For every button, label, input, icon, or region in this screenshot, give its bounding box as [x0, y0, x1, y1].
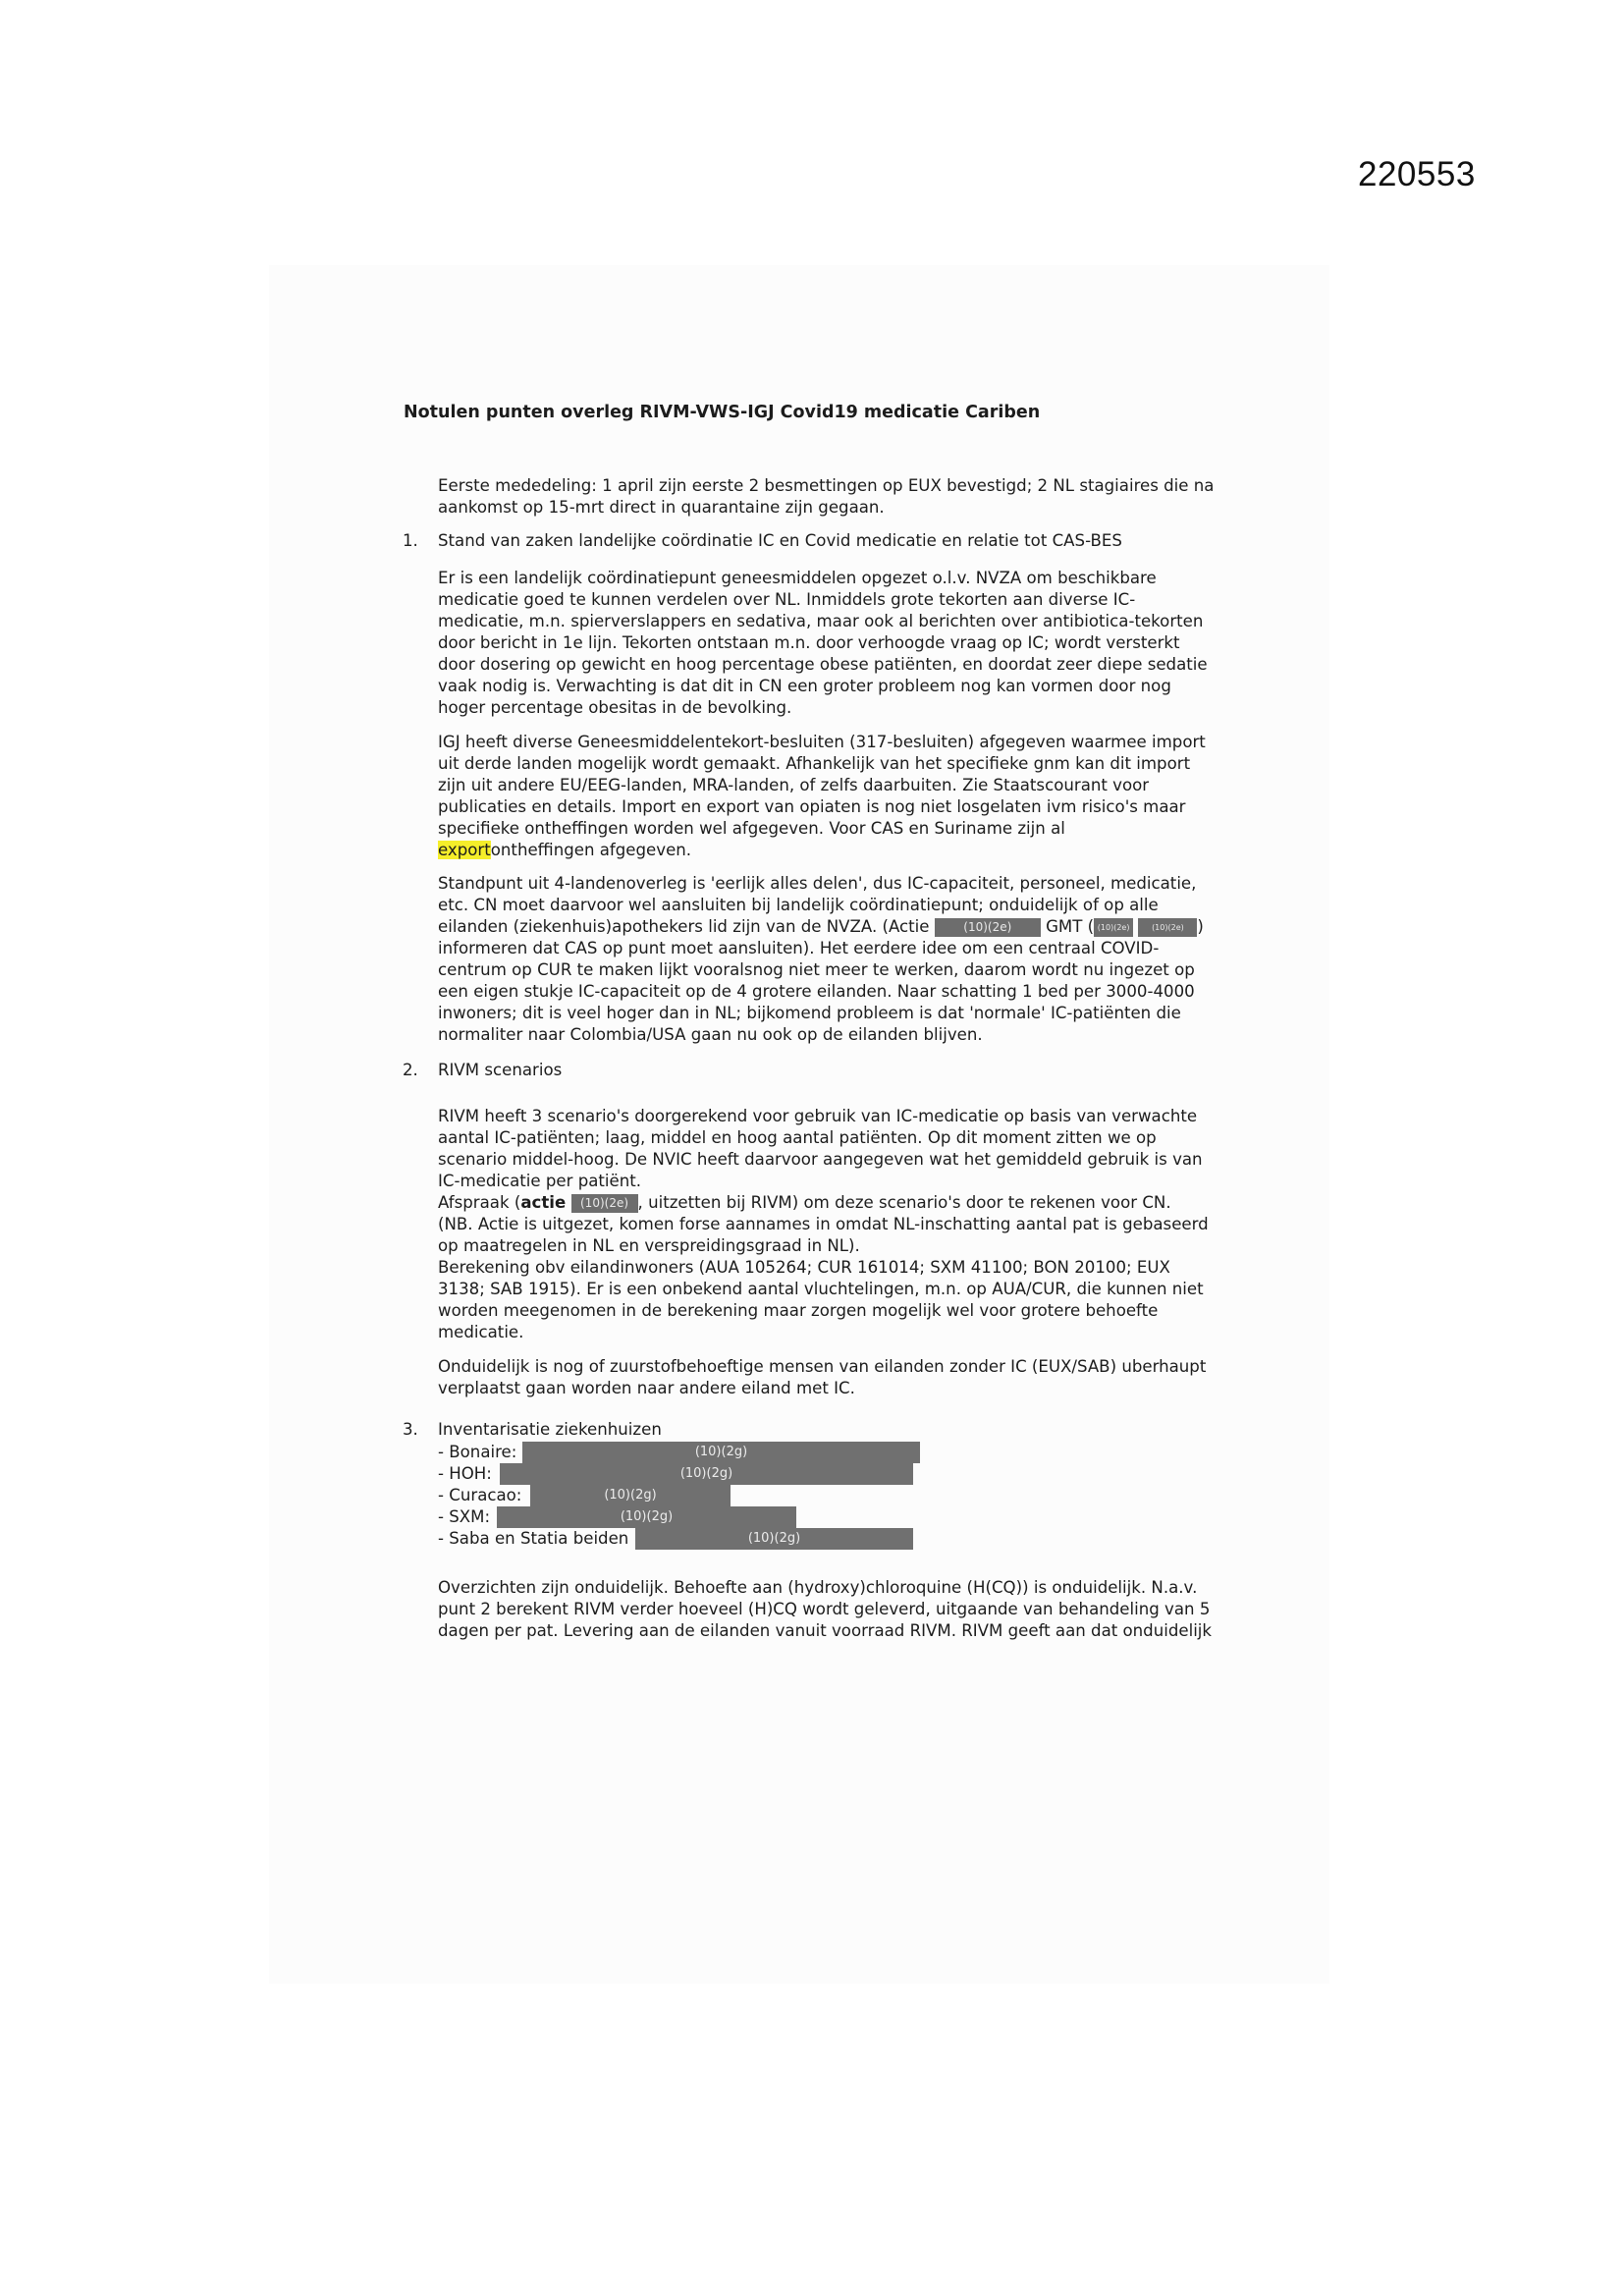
redaction-box: (10)(2g) [635, 1528, 913, 1550]
text-line: Overzichten zijn onduidelijk. Behoefte aan (hydroxy)chloroquine (H(CQ)) is onduidelijk. N.a.v. [438, 1578, 1198, 1597]
text-line: RIVM heeft 3 scenario's doorgerekend voor gebruik van IC-medicatie op basis van verwachte [438, 1107, 1198, 1125]
text-line [438, 1192, 1233, 1214]
redaction-box: (10)(2e) [1138, 918, 1197, 937]
text-line: zijn uit andere EU/EEG-landen, MRA-landen, of zelfs daarbuiten. Zie Staatscourant voor [438, 776, 1150, 794]
redaction-box: (10)(2g) [497, 1506, 796, 1528]
item1-paragraph-3 [438, 873, 1233, 1046]
text-line: specifieke ontheffingen worden wel afgegeven. Voor CAS en Suriname zijn al [438, 819, 1065, 838]
item-number: 3. [403, 1420, 418, 1439]
text-segment: , uitzetten bij RIVM) om deze scenario's door te rekenen voor CN. [637, 1193, 1171, 1212]
text-line: worden meegenomen in de berekening maar zorgen mogelijk wel voor grotere behoefte [438, 1301, 1159, 1320]
item1-paragraph-2 [438, 732, 1233, 861]
intro-paragraph [438, 475, 1233, 519]
text-line: publicaties en details. Import en export van opiaten is nog niet losgelaten ivm risico's maar [438, 797, 1186, 816]
text-line: door dosering op gewicht en hoog percentage obese patiënten, en doordat zeer diepe sedatie [438, 655, 1208, 674]
redaction-box: (10)(2g) [522, 1442, 920, 1463]
text-line: (NB. Actie is uitgezet, komen forse aannames in omdat NL-inschatting aantal pat is gebaseerd [438, 1215, 1209, 1233]
list-item: - SXM: [438, 1507, 491, 1526]
text-line: Onduidelijk is nog of zuurstofbehoeftige mensen van eilanden zonder IC (EUX/SAB) uberhaupt [438, 1357, 1207, 1376]
item3-paragraph-1 [438, 1577, 1233, 1642]
text-line: aankomst op 15-mrt direct in quarantaine zijn gegaan. [438, 498, 885, 517]
text-line: aantal IC-patiënten; laag, middel en hoog aantal patiënten. Op dit moment zitten we op [438, 1128, 1157, 1147]
item-number: 1. [403, 531, 418, 550]
text-line: 3138; SAB 1915). Er is een onbekend aantal vluchtelingen, m.n. op AUA/CUR, die kunnen niet [438, 1280, 1204, 1298]
list-item: - Saba en Statia beiden [438, 1529, 629, 1548]
redaction-box: (10)(2e) [571, 1194, 638, 1213]
highlighted-text: export [438, 841, 491, 859]
list-item: - Bonaire: [438, 1443, 517, 1461]
text-line: verplaatst gaan worden naar andere eiland met IC. [438, 1379, 855, 1397]
text-segment: ) [1197, 917, 1204, 936]
text-line: IGJ heeft diverse Geneesmiddelentekort-besluiten (317-besluiten) afgegeven waarmee import [438, 733, 1206, 751]
text-line [438, 840, 1233, 861]
item-heading: Stand van zaken landelijke coördinatie IC en Covid medicatie en relatie tot CAS-BES [438, 531, 1122, 550]
text-line: inwoners; dit is veel hoger dan in NL; bijkomend probleem is dat 'normale' IC-patiënten die [438, 1004, 1181, 1022]
text-line: door bericht in 1e lijn. Tekorten ontstaan m.n. door verhoogde vraag op IC; wordt versterkt [438, 633, 1180, 652]
text-line: hoger percentage obesitas in de bevolking. [438, 698, 792, 717]
redaction-box: (10)(2g) [500, 1463, 913, 1485]
text-line: uit derde landen mogelijk wordt gemaakt. Afhankelijk van het specifieke gnm kan dit import [438, 754, 1191, 773]
document-number: 220553 [1358, 155, 1476, 193]
text-line: een eigen stukje IC-capaciteit op de 4 grotere eilanden. Naar schatting 1 bed per 3000-4000 [438, 982, 1195, 1001]
item-number: 2. [403, 1061, 418, 1079]
text-line: punt 2 berekent RIVM verder hoeveel (H)CQ wordt geleverd, uitgaande van behandeling van 5 [438, 1600, 1211, 1618]
text-line: Standpunt uit 4-landenoverleg is 'eerlijk alles delen', dus IC-capaciteit, personeel, medicatie, [438, 874, 1197, 893]
text-segment: GMT ( [1046, 917, 1095, 936]
text-line: vaak nodig is. Verwachting is dat dit in CN een groter probleem nog kan vormen door nog [438, 677, 1171, 695]
text-line: Er is een landelijk coördinatiepunt geneesmiddelen opgezet o.l.v. NVZA om beschikbare [438, 569, 1157, 587]
list-item: - HOH: [438, 1464, 492, 1483]
text-line: dagen per pat. Levering aan de eilanden vanuit voorraad RIVM. RIVM geeft aan dat onduidelijk [438, 1621, 1213, 1640]
text-line: medicatie. [438, 1323, 524, 1341]
item-heading: RIVM scenarios [438, 1061, 563, 1079]
text-line: medicatie goed te kunnen verdelen over NL. Inmiddels grote tekorten aan diverse IC- [438, 590, 1136, 609]
text-line: Berekening obv eilandinwoners (AUA 105264; CUR 161014; SXM 41100; BON 20100; EUX [438, 1258, 1170, 1277]
text-line: op maatregelen in NL en verspreidingsgraad in NL). [438, 1236, 860, 1255]
redaction-box: (10)(2e) [935, 918, 1041, 937]
document-title: Notulen punten overleg RIVM-VWS-IGJ Covid19 medicatie Cariben [404, 403, 1041, 422]
text-line: Eerste mededeling: 1 april zijn eerste 2 besmettingen op EUX bevestigd; 2 NL stagiaires die na [438, 476, 1215, 495]
text-line: medicatie, m.n. spierverslappers en sedativa, maar ook al berichten over antibiotica-tekorten [438, 612, 1204, 630]
item1-paragraph-1 [438, 568, 1233, 719]
text-segment: ontheffingen afgegeven. [490, 841, 692, 859]
list-item: - Curacao: [438, 1486, 522, 1504]
text-line: scenario middel-hoog. De NVIC heeft daarvoor aangegeven wat het gemiddeld gebruik is van [438, 1150, 1203, 1169]
redaction-box: (10)(2g) [530, 1485, 731, 1506]
text-segment: eilanden (ziekenhuis)apothekers lid zijn van de NVZA. (Actie [438, 917, 930, 936]
text-line: informeren dat CAS op punt moet aansluiten). Het eerdere idee om een centraal COVID- [438, 939, 1160, 957]
text-bold: actie [520, 1193, 567, 1212]
redaction-box: (10)(2e) [1094, 918, 1133, 937]
text-line: etc. CN moet daarvoor wel aansluiten bij landelijk coördinatiepunt; onduidelijk of op alle [438, 896, 1159, 914]
text-segment: Afspraak ( [438, 1193, 521, 1212]
text-line: IC-medicatie per patiënt. [438, 1172, 642, 1190]
item2-paragraph-2 [438, 1356, 1233, 1399]
item-heading: Inventarisatie ziekenhuizen [438, 1420, 662, 1439]
item2-paragraph-1 [438, 1106, 1233, 1343]
text-line [438, 916, 1233, 938]
text-line: normaliter naar Colombia/USA gaan nu ook op de eilanden blijven. [438, 1025, 983, 1044]
text-line: centrum op CUR te maken lijkt vooralsnog niet meer te werken, daarom wordt nu ingezet op [438, 960, 1195, 979]
